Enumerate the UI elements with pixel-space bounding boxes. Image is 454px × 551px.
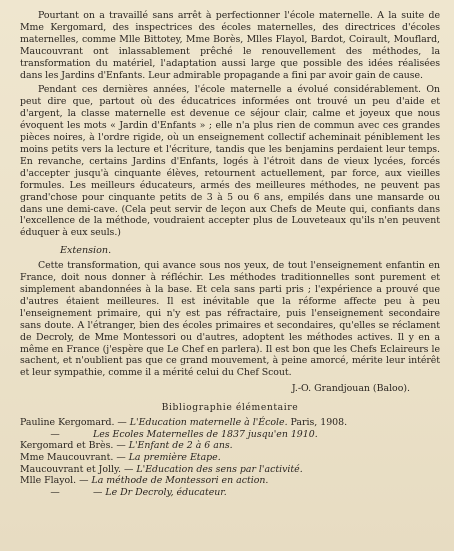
bib-separator: — xyxy=(76,475,92,487)
bibliography-entry xyxy=(20,487,440,499)
bib-author: — xyxy=(50,486,60,498)
bib-extra: Paris, 1908. xyxy=(287,417,348,429)
bib-separator: — xyxy=(113,452,129,464)
bibliography-list xyxy=(20,417,440,498)
bib-author: Mme Maucouvrant. xyxy=(20,452,114,464)
bib-author: Kergomard et Brès. xyxy=(20,440,114,452)
bib-title: La méthode de Montessori en action. xyxy=(91,475,269,487)
bib-author: Maucouvrant et Jolly. xyxy=(20,463,122,475)
paragraph-evolution: Pendant ces dernières années, l'école maternelle a évolué considérablement. On peut dire que, partout où des éducatrices informées ont trouvé un peu d'aide et d'argent, la classe maternelle est devenue ce séjour clair, calme et joyeux que nous évoquent les mots « Jardin d'Enfants » ; elle n'a plus rien de commun avec ces grandes pièces noires, à l'ordre rigide, où un enseignement collectif acheminait péniblement les moins petits vers la lecture et l'écriture, tandis que les benjamins perdaient leur temps. En revanche, certains Jardins d'Enfants, logés à l'étroit dans de vieux lycées, forcés d'accepter jusqu'à cinquante élèves, retournent actuellement, par force, aux vieilles formules. Les meilleurs éducateurs, armés des meilleures méthodes, ne peuvent pas grand'chose pour cinquante petits de 3 à 5 ou 6 ans, empilés dans une mansarde ou dans une demi-cave. (Cela peut servir de leçon aux Chefs de Meute qui, confiants dans l'excellence de la méthode, voudraient accepter plus de Louveteaux qu'ils n'en peuvent éduquer à eux seuls.) xyxy=(20,84,440,239)
paragraph-perfectionnement: Pourtant on a travaillé sans arrêt à perfectionner l'école maternelle. A la suite de Mme Kergomard, des inspectrices des écoles maternelles, des directrices d'écoles maternelles, comme Mlle Bittotey, Mme Borès, Mlles Flayol, Bardot, Coirault, Mouflard, Maucouvrant ont inlassablement prêché le renouvellement des méthodes, la transformation du matériel, l'adaptation aussi large que possible des idées réalisées dans les Jardins d'Enfants. Leur admirable propagande a fini par avoir gain de cause. xyxy=(20,10,440,81)
bibliography-title: Bibliographie élémentaire xyxy=(161,402,299,414)
bib-title: L'Education des sens par l'activité. xyxy=(136,463,303,475)
bibliography-entry xyxy=(20,417,440,429)
bib-separator: — xyxy=(114,417,130,429)
bib-title: L'Enfant de 2 à 6 ans. xyxy=(128,440,233,452)
bib-title: Les Ecoles Maternelles de 1837 jusqu'en 1910. xyxy=(92,428,318,440)
bib-separator: — xyxy=(113,440,129,452)
bib-title: L'Education maternelle à l'École. xyxy=(129,417,288,429)
bibliography-entry xyxy=(20,464,440,476)
bib-author: — xyxy=(50,428,60,440)
bib-author: Mlle Flayol. xyxy=(20,475,77,487)
bibliography-entry xyxy=(20,452,440,464)
paragraph-extension: Cette transformation, qui avance sous nos yeux, de tout l'enseignement enfantin en France, doit nous donner à réfléchir. Les méthodes traditionnelles sont purement et simplement abandonnées à la base. Et cela sans parti pris ; l'expérience a prouvé que d'autres étaient meilleures. Il est inévitable que la réforme affecte peu à peu l'enseignement primaire, qui n'y est pas réfractaire, puis l'enseignement secondaire sans doute. A l'étranger, bien des écoles primaires et secondaires, qu'elles se réclament de Decroly, de Mme Montessori ou d'autres, adoptent les méthodes actives. Il y en a même en France (j'espère que Le Chef en parlera). Il est bon que les Chefs Eclaireurs le sachent, et n'oublient pas que ce grand mouvement, à peine amorcé, mérite leur intérêt et leur sympathie, comme il a mérité celui du Chef Scout. xyxy=(20,260,440,379)
bibliography-entry xyxy=(20,440,440,452)
bib-separator: — xyxy=(121,463,137,475)
bib-title: La première Etape. xyxy=(128,452,221,464)
section-title-extension: Extension. xyxy=(60,245,112,257)
bib-separator: — xyxy=(90,486,106,498)
bib-author: Pauline Kergomard. xyxy=(20,417,115,429)
bib-title: Le Dr Decroly, éducateur. xyxy=(105,486,227,498)
bibliography-entry xyxy=(20,475,440,487)
author-signature: J.-O. Grandjouan (Baloo). xyxy=(291,383,410,395)
bibliography-entry xyxy=(20,429,440,441)
